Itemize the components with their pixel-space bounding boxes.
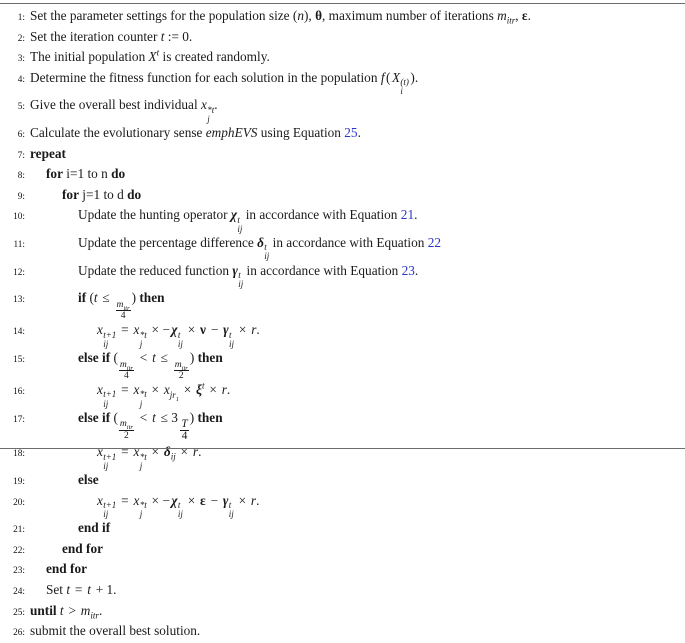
subscript-itr: itr [123,304,130,312]
line-content [30,69,685,97]
operator-minus: − [207,492,222,508]
equation-ref-23[interactable]: 23 [401,262,415,278]
keyword-until: until [30,602,57,618]
keyword-do: do [111,166,126,182]
algorithm-line [0,622,685,643]
operator-le-3: ≤ 3 [157,409,178,425]
operator-plus-one: + 1. [92,581,117,597]
line-number: 12: [13,267,25,278]
line-content [30,622,685,640]
line-number: 16: [13,387,25,398]
line-number: 5: [17,102,25,113]
superscript-t-plus-1: t+1 [103,329,117,340]
superscript-t: t [238,269,241,280]
line-number: 22: [13,545,25,556]
superscript-star-t: *t [207,104,215,115]
text: . [527,8,531,23]
text: Set the parameter settings for the population size ( [30,8,298,23]
text: Update the percentage difference [78,234,258,250]
line-content [30,492,685,520]
line-number: 1: [17,13,25,23]
var-m: m [174,358,182,370]
superscript-t: t [229,329,232,340]
operator-le: ≤ [99,290,114,306]
line-content [30,381,685,409]
line-content [30,560,685,578]
symbol-chi: χ [171,322,178,338]
sup-sub-group [103,390,116,408]
text: ( [86,290,94,306]
algorithm-line [0,581,685,602]
var-t: t [93,290,98,306]
var-t: t [152,350,156,365]
algorithm-line [0,519,685,540]
sup-sub-group [140,390,147,408]
line-number: 4: [17,74,25,85]
symbol-chi: χ [230,207,238,223]
text: . [256,492,260,508]
symbol-epsilon: ε [200,492,206,508]
line-number: 26: [13,628,25,639]
operator-equals: = [117,382,132,398]
operator-times: × [184,322,199,338]
symbol-nu: ν [200,322,206,338]
text: . [414,262,419,278]
equation-ref-22[interactable]: 22 [427,234,442,250]
fraction-mitr-over-4 [119,360,134,382]
fraction-denominator: 4 [120,310,126,322]
algorithm-line [0,262,685,290]
symbol-theta: θ [315,8,323,23]
operator-lt: < [136,350,151,365]
text: in accordance with Equation [242,207,401,223]
equation-ref-21[interactable]: 21 [400,207,415,223]
superscript-t-plus-1: t+1 [103,389,117,400]
algorithm-lines [0,4,685,643]
superscript-t: (t) [400,76,409,87]
line-content [30,28,685,46]
line-content [30,540,685,558]
fraction-T-over-4 [180,419,188,444]
subscript-itr: itr [506,15,516,26]
paren-close: ). [410,69,419,85]
superscript-t: t [237,214,240,225]
superscript-t-plus-1: t+1 [103,451,117,462]
operator-equals: = [117,492,132,508]
var-r: r [192,444,199,460]
subscript-j: j [139,460,143,471]
line-content [30,165,685,183]
text: using Equation [257,124,345,140]
symbol-delta: δ [163,444,171,460]
var-r: r [251,322,257,338]
line-number: 10: [13,212,25,223]
text: . [226,382,231,398]
sup-sub-group [229,501,234,519]
text: ) [131,290,140,306]
text: The initial population [30,49,149,65]
var-n: n [297,8,304,23]
line-number: 13: [13,295,25,306]
text: Update the reduced function [78,262,233,278]
text: := 0. [164,28,193,44]
text: in accordance with Equation [269,234,428,250]
operator-le: ≤ [157,350,172,365]
keyword-else: else [78,471,99,487]
sup-sub-group [400,78,409,96]
line-number: 18: [13,449,25,460]
line-number: 24: [13,586,25,597]
var-x: x [97,444,103,460]
operator-lt: < [136,409,151,425]
line-content [30,519,685,537]
text: ) [189,350,198,365]
operator-times-minus: × − [148,322,170,338]
algorithm-line [0,349,685,381]
subscript-j: j [139,398,143,409]
sup-sub-group [103,453,116,471]
superscript-t: t [156,47,160,58]
algorithm-line [0,381,685,409]
operator-times: × [184,492,199,508]
text: Set [46,581,67,597]
subscript-ij: ij [264,251,270,262]
sup-sub-group [140,331,147,349]
var-X: X [391,69,401,85]
line-content [30,289,685,321]
text: . [357,124,361,140]
subscript-j: j [139,508,143,519]
line-content [30,186,685,204]
var-m: m [80,602,91,618]
subscript-i: i [400,86,403,97]
line-number: 3: [17,54,25,65]
line-content [30,349,685,381]
algorithm-line [0,96,685,124]
text: , maximum number of iterations [322,8,498,23]
var-m: m [497,8,507,23]
subscript-j: j [207,113,210,124]
line-content [30,234,685,262]
var-x: x [133,444,140,460]
line-number: 15: [13,355,25,365]
operator-times-minus: × − [148,492,170,508]
keyword-for: for [46,166,63,182]
keyword-end-if: end if [78,520,111,536]
sup-sub-group [140,453,147,471]
func-f: f [380,69,385,85]
subscript-1: 1 [175,396,179,403]
line-number: 11: [13,239,25,250]
keyword-else-if: else if [78,409,111,425]
var-x: x [97,322,103,338]
operator-times: × [180,382,195,398]
keyword-end-for: end for [62,540,103,556]
subscript-ij: ij [103,508,109,519]
algorithm-line [0,602,685,623]
keyword-if: if [78,290,87,306]
algorithm-block [0,3,685,639]
var-m: m [116,298,124,310]
text: Give the overall best individual [30,97,201,113]
text: i=1 to n [62,166,112,182]
subscript-j: j [139,338,143,349]
text: Calculate the evolutionary sense [30,124,206,140]
line-content [30,409,685,443]
text: . [414,207,418,223]
subscript-ij: ij [229,338,235,349]
keyword-for: for [62,186,79,202]
algorithm-line [0,48,685,69]
text: in accordance with Equation [243,262,402,278]
algorithm-line [0,492,685,520]
var-x: x [163,382,170,398]
algorithm-line [0,28,685,49]
term-emphevs: emphEVS [205,124,258,140]
fraction-denominator: 2 [178,369,184,381]
subscript-ij: ij [177,508,183,519]
superscript-t: t [264,242,267,253]
algorithm-line [0,165,685,186]
subscript-itr: itr [126,424,133,432]
var-t: t [87,581,91,597]
line-number: 14: [13,327,25,338]
line-number: 2: [17,33,25,44]
text: ( [110,350,118,365]
line-content [30,7,685,25]
text: ( [110,409,118,425]
line-content [30,471,685,489]
line-number: 6: [17,129,25,140]
fraction-denominator: 2 [124,429,129,441]
line-number: 17: [13,414,25,425]
var-t: t [56,602,64,618]
text: . [198,444,202,460]
symbol-epsilon: ε [521,8,528,23]
subscript-jr: jr [169,389,176,400]
line-number: 9: [17,191,25,202]
keyword-then: then [139,290,165,306]
fraction-denominator: 4 [181,430,188,443]
superscript-t: t [177,329,181,340]
operator-equals: = [71,581,86,597]
subscript-ij: ij [103,338,109,349]
text: Update the hunting operator [78,207,231,223]
var-x: x [97,382,103,398]
superscript-star-t: *t [139,329,147,340]
line-content [30,581,685,599]
text: Determine the fitness function for each solution in the population [30,69,381,85]
algorithm-line [0,206,685,234]
algorithm-line [0,289,685,321]
subscript-ij: ij [103,398,109,409]
sup-sub-group [103,501,116,519]
text: . [98,602,103,618]
var-t: t [160,28,165,44]
var-t: t [152,409,156,425]
subscript-itr: itr [126,364,133,372]
operator-equals: = [117,322,132,338]
line-number: 7: [17,150,25,161]
algorithm-line [0,234,685,262]
keyword-else-if: else if [78,350,111,365]
keyword-then: then [197,350,223,365]
superscript-t: t [177,499,181,510]
algorithm-line [0,540,685,561]
keyword-repeat: repeat [30,145,66,161]
operator-times: × [177,444,192,460]
sup-sub-group [103,331,116,349]
var-x: x [200,97,207,113]
operator-times: × [206,382,221,398]
line-content [30,48,685,66]
text: is created randomly. [159,49,270,65]
operator-gt: > [65,602,80,618]
text: ), [304,8,316,23]
var-x: x [133,382,140,398]
line-number: 8: [17,171,25,182]
line-number: 19: [13,476,25,487]
superscript-t: t [228,499,232,510]
algorithm-line [0,7,685,28]
symbol-xi: ξ [196,382,203,398]
equation-ref-25[interactable]: 25 [344,124,358,140]
operator-times: × [148,382,163,398]
text: , [515,8,522,23]
fraction-mitr-over-4 [116,300,131,322]
var-x: x [97,492,103,508]
subscript-ij: ij [228,508,234,519]
symbol-delta: δ [257,234,264,250]
symbol-gamma: γ [223,322,229,338]
superscript-star-t: *t [139,451,147,462]
var-m: m [119,418,127,430]
line-content [30,96,685,124]
subscript-ij: ij [170,452,176,463]
sup-sub-group [140,501,147,519]
subscript-itr: itr [181,364,188,372]
keyword-end-for: end for [46,561,87,577]
line-number: 21: [13,525,25,536]
text: ) [189,409,198,425]
subscript-ij: ij [238,278,244,289]
var-x: x [133,322,140,338]
var-r: r [221,382,227,398]
var-m: m [119,358,127,370]
paren-open: ( [386,69,391,85]
line-content [30,145,685,163]
fraction-mitr-over-2 [119,419,134,441]
var-r: r [250,492,257,508]
var-X: X [148,49,157,65]
line-content [30,602,685,620]
operator-equals: = [117,444,132,460]
subscript-ij: ij [103,460,109,471]
line-content [30,124,685,142]
line-content [30,206,685,234]
symbol-gamma: γ [232,262,238,278]
subscript-jr1 [169,389,179,403]
line-content [30,262,685,290]
superscript-t: t [202,380,205,391]
text: j=1 to d [78,186,128,202]
algorithm-line [0,471,685,492]
var-t: t [66,581,71,597]
superscript-star-t: *t [139,499,147,510]
algorithm-line [0,560,685,581]
line-number: 25: [13,607,25,618]
algorithm-line [0,186,685,207]
text: submit the overall best solution. [30,623,201,639]
algorithm-line [0,69,685,97]
algorithm-line [0,321,685,349]
symbol-chi: χ [171,492,178,508]
text: Set the iteration counter [30,28,161,44]
line-number: 20: [13,497,25,508]
operator-times: × [235,492,250,508]
subscript-ij: ij [177,338,183,349]
text: . [214,97,218,113]
symbol-gamma: γ [222,492,229,508]
superscript-star-t: *t [139,389,147,400]
operator-times: × [148,444,163,460]
subscript-ij: ij [237,223,243,234]
fraction-numerator: T [181,417,188,430]
algorithm-line [0,409,685,443]
keyword-then: then [197,409,223,425]
operator-times: × [235,322,250,338]
operator-minus: − [207,322,222,338]
fraction-mitr-over-2 [174,360,189,382]
fraction-denominator: 4 [124,369,129,381]
superscript-t-plus-1: t+1 [103,499,117,510]
text: . [256,322,260,338]
subscript-itr: itr [90,610,99,621]
line-content [30,321,685,349]
line-number: 23: [13,566,25,577]
var-x: x [133,492,140,508]
algorithm-line [0,145,685,166]
algorithm-line [0,124,685,145]
bottom-rule [0,448,685,449]
keyword-do: do [127,186,142,202]
